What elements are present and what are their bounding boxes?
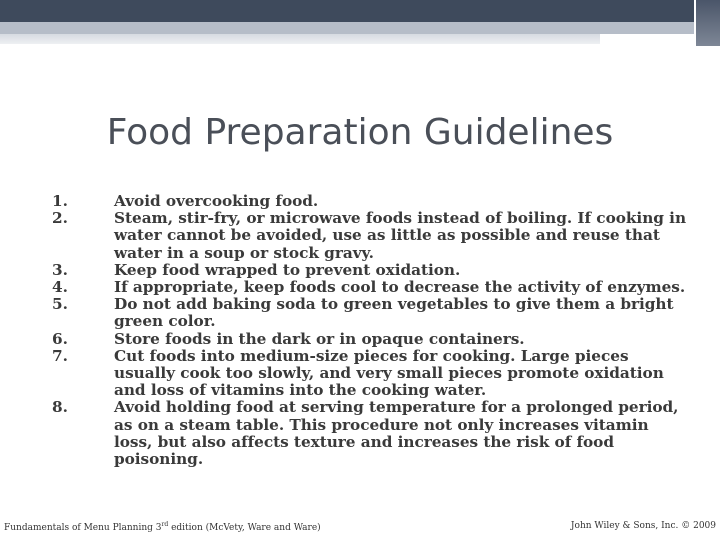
header-corner-block [696,0,720,46]
footer-copyright: John Wiley & Sons, Inc. © 2009 [570,521,716,531]
guideline-item [52,296,692,330]
guideline-item [52,262,692,279]
guideline-number: 2. [52,209,68,228]
guideline-item [52,210,692,262]
guideline-number: 7. [52,346,68,365]
guideline-item [52,193,692,210]
guideline-item [52,331,692,348]
guideline-text: If appropriate, keep foods cool to decrease the activity of enzymes. [114,278,686,297]
guideline-text: Avoid holding food at serving temperature for a prolonged period, as on a steam table. This procedure not only increases vitamin loss, but also affects texture and increases the risk of food poisoning. [114,398,679,469]
guideline-item [52,348,692,400]
guideline-text: Do not add baking soda to green vegetables to give them a bright green color. [114,295,674,331]
slide-title: Food Preparation Guidelines [106,112,614,153]
guideline-number: 6. [52,329,68,348]
guideline-item [52,399,692,468]
guideline-number: 8. [52,398,68,417]
guideline-number: 5. [52,295,68,314]
guideline-text: Avoid overcooking food. [114,192,319,210]
guideline-item [52,279,692,296]
footer-edition-superscript: rd [161,521,169,528]
guideline-number: 3. [52,260,68,279]
header-bar [0,0,720,22]
footer-citation-authors: edition (McVety, Ware and Ware) [168,523,321,533]
guideline-text: Steam, stir-fry, or microwave foods instead of boiling. If cooking in water cannot be avoided, use as little as possible and reuse that water in a soup or stock gravy. [114,209,687,262]
guideline-text: Store foods in the dark or in opaque containers. [114,329,525,348]
footer-citation [4,521,321,533]
header-accent-light [0,34,600,44]
guidelines-list [52,193,692,468]
header-accent-band [0,22,720,34]
footer-citation-text: Fundamentals of Menu Planning 3 [4,523,162,533]
guideline-text: Cut foods into medium-size pieces for cooking. Large pieces usually cook too slowly, and very small pieces promote oxidation and loss of vitamins into the cooking water. [114,346,664,400]
guideline-number: 4. [52,278,68,297]
guideline-number: 1. [52,192,68,210]
guideline-text: Keep food wrapped to prevent oxidation. [114,260,461,279]
